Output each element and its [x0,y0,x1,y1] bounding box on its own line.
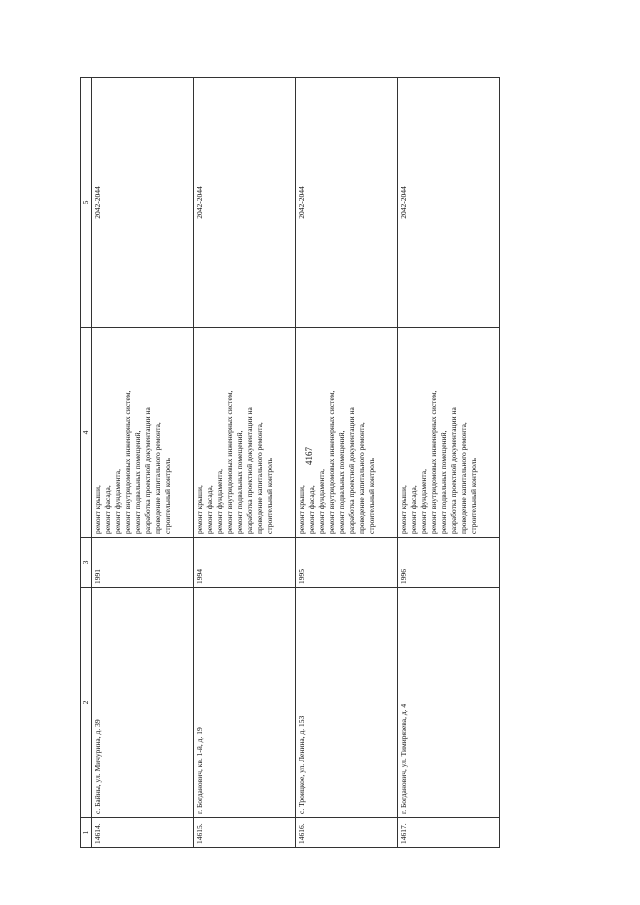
period-cell: 2042-2044 [92,78,194,328]
year-cell: 1995 [296,538,398,588]
page-number: 4167 [304,447,314,465]
work-item: разработка проектной документации на [245,407,254,534]
work-item: ремонт внутридомовых инженерных систем, [327,390,336,534]
work-item: ремонт подвальных помещений, [439,430,448,534]
header-col-1: 1 [81,818,92,848]
work-item: ремонт фундамента, [419,469,428,534]
work-item: строительный контроль [163,458,172,534]
work-item: разработка проектной документации на [449,407,458,534]
work-item: ремонт внутридомовых инженерных систем, [123,390,132,534]
work-item: ремонт фасада, [103,485,112,534]
year-cell: 1996 [398,538,500,588]
work-item: строительный контроль [265,458,274,534]
repair-schedule-table [80,77,500,848]
works-cell [398,328,500,538]
address-cell: с. Байны, ул. Мичурина, д. 39 [92,588,194,818]
work-item: ремонт фасада, [307,485,316,534]
work-item: строительный контроль [367,458,376,534]
works-cell [194,328,296,538]
row-number-cell: 14617. [398,818,500,848]
work-item: ремонт фундамента, [215,469,224,534]
work-item: разработка проектной документации на [143,407,152,534]
works-cell [296,328,398,538]
header-col-3: 3 [81,538,92,588]
work-item: проведение капитального ремонта, [357,422,366,534]
work-item: ремонт подвальных помещений, [337,430,346,534]
work-item: разработка проектной документации на [347,407,356,534]
header-col-4: 4 [81,328,92,538]
table-row [398,78,500,848]
table-row [296,78,398,848]
table-row [92,78,194,848]
repair-schedule-table-wrapper [80,78,500,848]
work-item: проведение капитального ремонта, [153,422,162,534]
work-item: ремонт подвальных помещений, [133,430,142,534]
table-row [194,78,296,848]
work-item: ремонт крыши, [195,485,204,534]
work-item: проведение капитального ремонта, [255,422,264,534]
work-item: ремонт фундамента, [113,469,122,534]
row-number-cell: 14615. [194,818,296,848]
year-cell: 1994 [194,538,296,588]
address-cell: г. Богданович, кв. 1-й, д. 19 [194,588,296,818]
row-number-cell: 14616. [296,818,398,848]
work-item: ремонт крыши, [297,485,306,534]
works-cell [92,328,194,538]
header-row [81,78,92,848]
address-cell: с. Троицкое, ул. Ленина, д. 153 [296,588,398,818]
work-item: ремонт фасада, [409,485,418,534]
work-item: проведение капитального ремонта, [459,422,468,534]
header-col-2: 2 [81,588,92,818]
work-item: ремонт крыши, [399,485,408,534]
work-item: ремонт внутридомовых инженерных систем, [225,390,234,534]
work-item: ремонт внутридомовых инженерных систем, [429,390,438,534]
work-item: ремонт подвальных помещений, [235,430,244,534]
work-item: ремонт крыши, [93,485,102,534]
header-col-5: 5 [81,78,92,328]
address-cell: г. Богданович, ул. Тимирязева, д. 4 [398,588,500,818]
work-item: ремонт фасада, [205,485,214,534]
work-item: строительный контроль [469,458,478,534]
period-cell: 2042-2044 [194,78,296,328]
year-cell: 1991 [92,538,194,588]
period-cell: 2042-2044 [296,78,398,328]
period-cell: 2042-2044 [398,78,500,328]
row-number-cell: 14614. [92,818,194,848]
work-item: ремонт фундамента, [317,469,326,534]
